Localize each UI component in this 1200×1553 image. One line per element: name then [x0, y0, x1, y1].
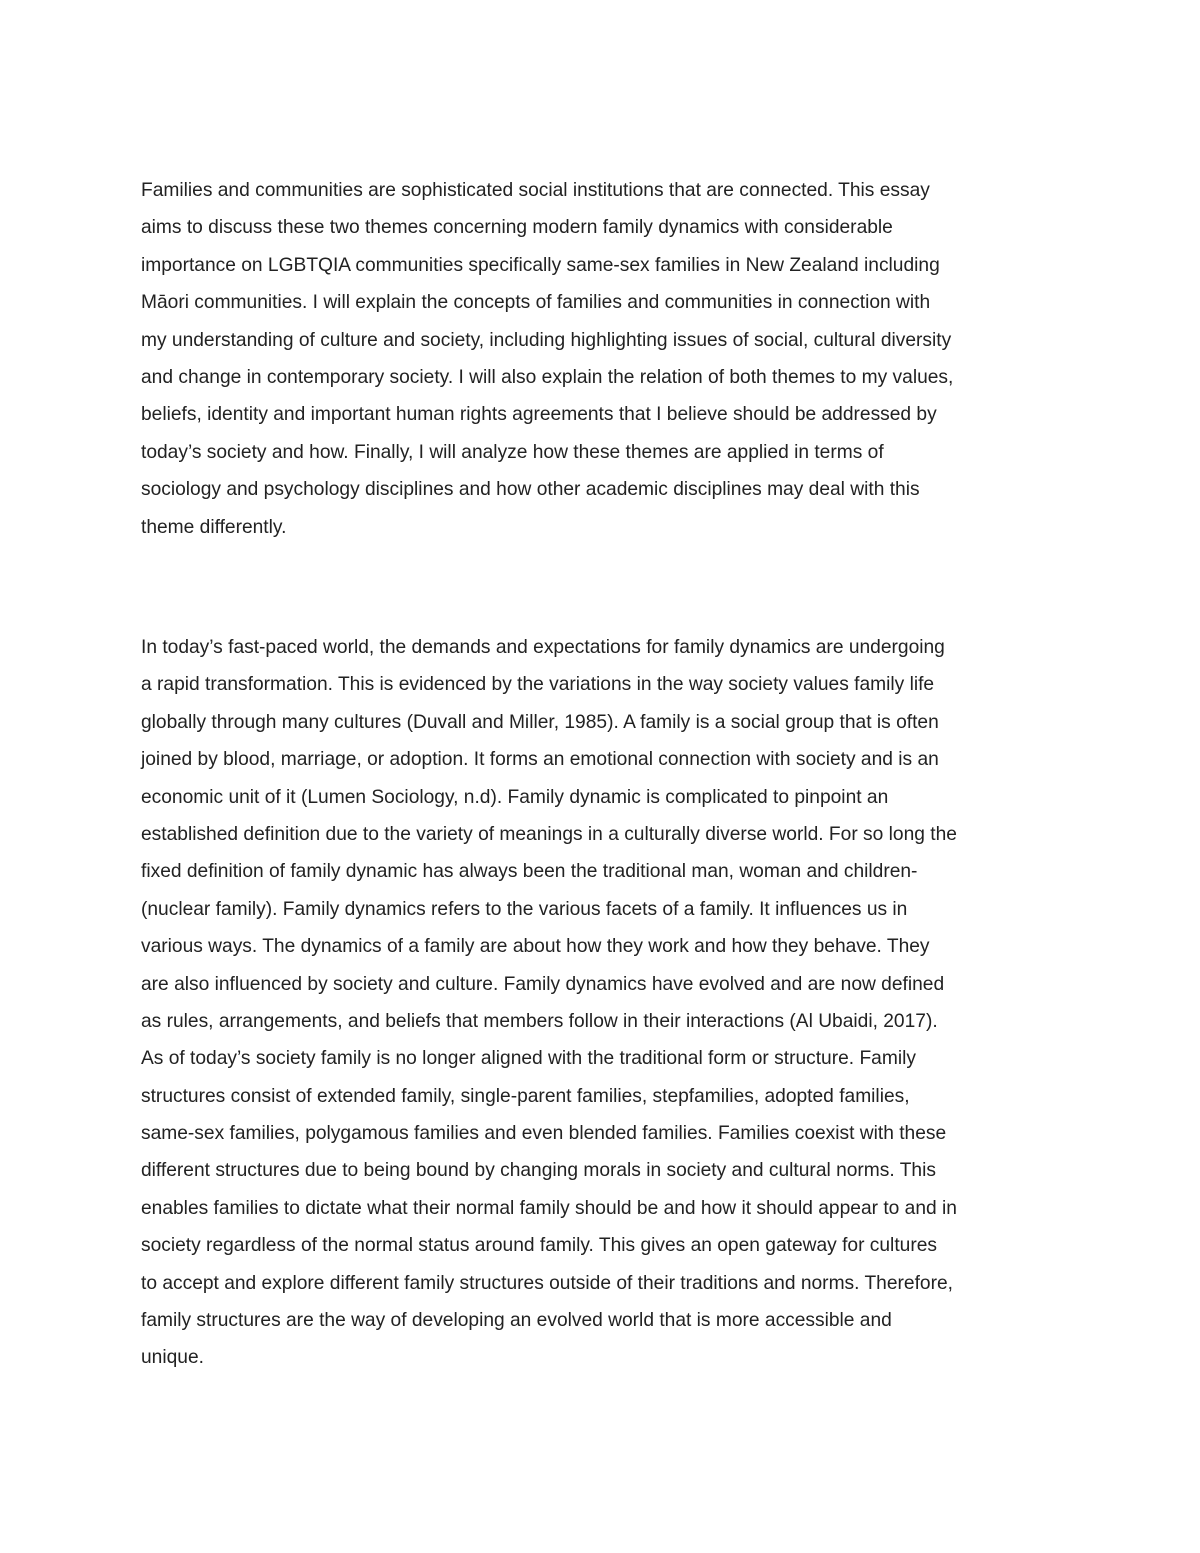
intro-paragraph [141, 172, 1071, 546]
text-line: established definition due to the variety of meanings in a culturally diverse world. For so long the [141, 823, 957, 845]
text-line: theme differently. [141, 516, 287, 538]
text-line: joined by blood, marriage, or adoption. It forms an emotional connection with society and is an [141, 749, 939, 771]
text-line: same-sex families, polygamous families and even blended families. Families coexist with these [141, 1123, 947, 1145]
text-line: As of today’s society family is no longer aligned with the traditional form or structure. Family [141, 1048, 916, 1070]
text-line: enables families to dictate what their normal family should be and how it should appear to and in [141, 1197, 957, 1219]
text-line: globally through many cultures (Duvall and Miller, 1985). A family is a social group that is often [141, 711, 939, 733]
text-line: Māori communities. I will explain the concepts of families and communities in connection with [141, 292, 931, 314]
text-line: a rapid transformation. This is evidenced by the variations in the way society values family life [141, 674, 935, 696]
text-line: importance on LGBTQIA communities specifically same-sex families in New Zealand including [141, 254, 940, 276]
text-line: as rules, arrangements, and beliefs that members follow in their interactions (Al Ubaidi, 2017). [141, 1010, 938, 1032]
text-line: are also influenced by society and culture. Family dynamics have evolved and are now defined [141, 973, 945, 995]
text-line: structures consist of extended family, single-parent families, stepfamilies, adopted families, [141, 1085, 910, 1107]
text-line: fixed definition of family dynamic has always been the traditional man, woman and children- [141, 861, 918, 883]
text-line: unique. [141, 1347, 204, 1369]
text-line: different structures due to being bound by changing morals in society and cultural norms. This [141, 1160, 936, 1182]
text-line: (nuclear family). Family dynamics refers to the various facets of a family. It influences us in [141, 898, 908, 920]
text-line: aims to discuss these two themes concerning modern family dynamics with considerable [141, 217, 893, 239]
text-line: and change in contemporary society. I will also explain the relation of both themes to my values, [141, 366, 954, 388]
text-line: my understanding of culture and society, including highlighting issues of social, cultural diversity [141, 329, 952, 351]
text-line: society regardless of the normal status around family. This gives an open gateway for cultures [141, 1235, 937, 1257]
text-line: family structures are the way of developing an evolved world that is more accessible and [141, 1310, 892, 1332]
text-line: Families and communities are sophisticated social institutions that are connected. This essay [141, 180, 930, 201]
text-line: various ways. The dynamics of a family are about how they work and how they behave. They [141, 936, 930, 958]
text-line: economic unit of it (Lumen Sociology, n.d). Family dynamic is complicated to pinpoint an [141, 786, 889, 808]
text-line: today’s society and how. Finally, I will analyze how these themes are applied in terms of [141, 441, 884, 463]
text-line: beliefs, identity and important human rights agreements that I believe should be addressed by [141, 404, 937, 426]
text-line: to accept and explore different family structures outside of their traditions and norms. Therefore, [141, 1272, 953, 1294]
text-line: In today’s fast-paced world, the demands and expectations for family dynamics are undergoing [141, 637, 945, 658]
body-paragraph [141, 629, 1071, 1377]
text-line: sociology and psychology disciplines and how other academic disciplines may deal with this [141, 479, 920, 501]
